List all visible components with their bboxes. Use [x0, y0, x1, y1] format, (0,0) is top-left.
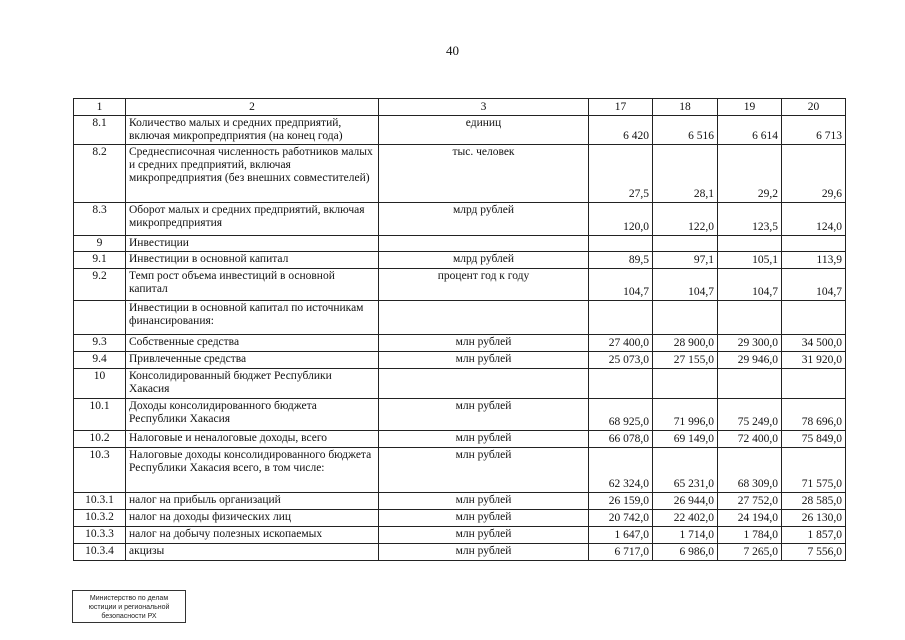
- value-19-cell: 29 300,0: [718, 335, 782, 352]
- table-row: [74, 252, 846, 269]
- row-number-cell: 9.2: [74, 269, 126, 301]
- value-20-cell: 1 857,0: [782, 527, 846, 544]
- value-19-cell: 104,7: [718, 269, 782, 301]
- stamp-line: Министерство по делам: [89, 595, 169, 602]
- value-20-cell: 26 130,0: [782, 510, 846, 527]
- unit-cell: тыс. человек: [379, 145, 589, 203]
- value-18-cell: 28 900,0: [653, 335, 718, 352]
- value-19-cell: 75 249,0: [718, 399, 782, 431]
- row-number-cell: 10.3.1: [74, 493, 126, 510]
- indicator-name-cell: Инвестиции в основной капитал по источникам финансирования:: [126, 301, 379, 335]
- value-19-cell: 24 194,0: [718, 510, 782, 527]
- table-row: [74, 369, 846, 399]
- table-row: [74, 236, 846, 252]
- table-row: [74, 431, 846, 448]
- row-number-cell: 9.1: [74, 252, 126, 269]
- table-row: [74, 527, 846, 544]
- row-number-cell: 10.3.3: [74, 527, 126, 544]
- value-19-cell: [718, 236, 782, 252]
- value-18-cell: 122,0: [653, 203, 718, 236]
- value-20-cell: 104,7: [782, 269, 846, 301]
- value-19-cell: [718, 369, 782, 399]
- value-18-cell: 6 516: [653, 116, 718, 145]
- unit-cell: млн рублей: [379, 527, 589, 544]
- unit-cell: млн рублей: [379, 544, 589, 561]
- stamp-line: юстиции и региональной: [88, 604, 170, 611]
- col-header-17: 17: [589, 99, 653, 116]
- indicator-name-cell: Количество малых и средних предприятий, включая микропредприятия (на конец года): [126, 116, 379, 145]
- value-19-cell: 1 784,0: [718, 527, 782, 544]
- value-20-cell: 71 575,0: [782, 448, 846, 493]
- table-row: [74, 399, 846, 431]
- value-18-cell: 69 149,0: [653, 431, 718, 448]
- indicators-table: [73, 98, 846, 561]
- indicator-name-cell: Налоговые доходы консолидированного бюджета Республики Хакасия всего, в том числе:: [126, 448, 379, 493]
- value-18-cell: 1 714,0: [653, 527, 718, 544]
- value-17-cell: 62 324,0: [589, 448, 653, 493]
- stamp-line: безопасности РХ: [101, 613, 157, 620]
- value-17-cell: 20 742,0: [589, 510, 653, 527]
- value-17-cell: 66 078,0: [589, 431, 653, 448]
- table-row: [74, 145, 846, 203]
- value-19-cell: 68 309,0: [718, 448, 782, 493]
- unit-cell: млн рублей: [379, 510, 589, 527]
- indicator-name-cell: Собственные средства: [126, 335, 379, 352]
- value-18-cell: [653, 369, 718, 399]
- unit-cell: процент год к году: [379, 269, 589, 301]
- value-19-cell: 72 400,0: [718, 431, 782, 448]
- indicator-name-cell: налог на прибыль организаций: [126, 493, 379, 510]
- indicator-name-cell: налог на доходы физических лиц: [126, 510, 379, 527]
- header-row: [74, 99, 846, 116]
- value-20-cell: 75 849,0: [782, 431, 846, 448]
- indicator-name-cell: Инвестиции в основной капитал: [126, 252, 379, 269]
- unit-cell: [379, 369, 589, 399]
- value-18-cell: 97,1: [653, 252, 718, 269]
- col-header-name: 2: [126, 99, 379, 116]
- value-17-cell: [589, 236, 653, 252]
- value-20-cell: 6 713: [782, 116, 846, 145]
- table-row: [74, 335, 846, 352]
- table-row: [74, 269, 846, 301]
- value-18-cell: 22 402,0: [653, 510, 718, 527]
- row-number-cell: 10.3.2: [74, 510, 126, 527]
- row-number-cell: 9.3: [74, 335, 126, 352]
- value-19-cell: 123,5: [718, 203, 782, 236]
- table-row: [74, 544, 846, 561]
- value-18-cell: 28,1: [653, 145, 718, 203]
- value-18-cell: 71 996,0: [653, 399, 718, 431]
- value-20-cell: 28 585,0: [782, 493, 846, 510]
- value-20-cell: 29,6: [782, 145, 846, 203]
- value-18-cell: 104,7: [653, 269, 718, 301]
- table-row: [74, 352, 846, 369]
- table-row: [74, 448, 846, 493]
- value-18-cell: 6 986,0: [653, 544, 718, 561]
- indicator-name-cell: Доходы консолидированного бюджета Республики Хакасия: [126, 399, 379, 431]
- value-19-cell: 105,1: [718, 252, 782, 269]
- value-17-cell: 6 717,0: [589, 544, 653, 561]
- ministry-stamp: [72, 590, 186, 623]
- row-number-cell: 9: [74, 236, 126, 252]
- indicator-name-cell: налог на добычу полезных ископаемых: [126, 527, 379, 544]
- value-20-cell: [782, 236, 846, 252]
- col-header-unit: 3: [379, 99, 589, 116]
- unit-cell: млн рублей: [379, 493, 589, 510]
- indicator-name-cell: Среднесписочная численность работников малых и средних предприятий, включая микропредприятия (без внешних совместителей): [126, 145, 379, 203]
- indicator-name-cell: Темп рост объема инвестиций в основной капитал: [126, 269, 379, 301]
- unit-cell: млн рублей: [379, 448, 589, 493]
- table-row: [74, 510, 846, 527]
- value-20-cell: [782, 301, 846, 335]
- row-number-cell: 8.2: [74, 145, 126, 203]
- value-19-cell: [718, 301, 782, 335]
- table-row: [74, 301, 846, 335]
- value-20-cell: 31 920,0: [782, 352, 846, 369]
- value-18-cell: 65 231,0: [653, 448, 718, 493]
- value-18-cell: 26 944,0: [653, 493, 718, 510]
- value-20-cell: [782, 369, 846, 399]
- indicator-name-cell: Привлеченные средства: [126, 352, 379, 369]
- indicator-name-cell: акцизы: [126, 544, 379, 561]
- value-17-cell: 89,5: [589, 252, 653, 269]
- row-number-cell: 10.1: [74, 399, 126, 431]
- col-header-number: 1: [74, 99, 126, 116]
- value-17-cell: 6 420: [589, 116, 653, 145]
- table-row: [74, 203, 846, 236]
- value-20-cell: 113,9: [782, 252, 846, 269]
- value-17-cell: 26 159,0: [589, 493, 653, 510]
- col-header-18: 18: [653, 99, 718, 116]
- table-row: [74, 493, 846, 510]
- value-19-cell: 7 265,0: [718, 544, 782, 561]
- col-header-19: 19: [718, 99, 782, 116]
- value-20-cell: 7 556,0: [782, 544, 846, 561]
- value-17-cell: 1 647,0: [589, 527, 653, 544]
- indicator-name-cell: Налоговые и неналоговые доходы, всего: [126, 431, 379, 448]
- unit-cell: единиц: [379, 116, 589, 145]
- unit-cell: млн рублей: [379, 431, 589, 448]
- page-number: 40: [446, 43, 459, 58]
- row-number-cell: 10.2: [74, 431, 126, 448]
- value-17-cell: 25 073,0: [589, 352, 653, 369]
- unit-cell: [379, 301, 589, 335]
- value-19-cell: 29 946,0: [718, 352, 782, 369]
- unit-cell: млрд рублей: [379, 203, 589, 236]
- value-17-cell: [589, 369, 653, 399]
- row-number-cell: 8.1: [74, 116, 126, 145]
- unit-cell: млрд рублей: [379, 252, 589, 269]
- value-19-cell: 29,2: [718, 145, 782, 203]
- unit-cell: млн рублей: [379, 335, 589, 352]
- value-18-cell: 27 155,0: [653, 352, 718, 369]
- row-number-cell: 9.4: [74, 352, 126, 369]
- row-number-cell: 8.3: [74, 203, 126, 236]
- value-18-cell: [653, 301, 718, 335]
- row-number-cell: 10: [74, 369, 126, 399]
- value-17-cell: 27 400,0: [589, 335, 653, 352]
- value-17-cell: 104,7: [589, 269, 653, 301]
- value-20-cell: 124,0: [782, 203, 846, 236]
- indicator-name-cell: Консолидированный бюджет Республики Хакасия: [126, 369, 379, 399]
- row-number-cell: 10.3.4: [74, 544, 126, 561]
- value-19-cell: 6 614: [718, 116, 782, 145]
- value-19-cell: 27 752,0: [718, 493, 782, 510]
- col-header-20: 20: [782, 99, 846, 116]
- indicator-name-cell: Инвестиции: [126, 236, 379, 252]
- unit-cell: [379, 236, 589, 252]
- value-18-cell: [653, 236, 718, 252]
- value-17-cell: [589, 301, 653, 335]
- value-20-cell: 78 696,0: [782, 399, 846, 431]
- table-row: [74, 116, 846, 145]
- value-17-cell: 68 925,0: [589, 399, 653, 431]
- row-number-cell: [74, 301, 126, 335]
- indicator-name-cell: Оборот малых и средних предприятий, включая микропредприятия: [126, 203, 379, 236]
- value-17-cell: 27,5: [589, 145, 653, 203]
- unit-cell: млн рублей: [379, 399, 589, 431]
- value-17-cell: 120,0: [589, 203, 653, 236]
- unit-cell: млн рублей: [379, 352, 589, 369]
- row-number-cell: 10.3: [74, 448, 126, 493]
- value-20-cell: 34 500,0: [782, 335, 846, 352]
